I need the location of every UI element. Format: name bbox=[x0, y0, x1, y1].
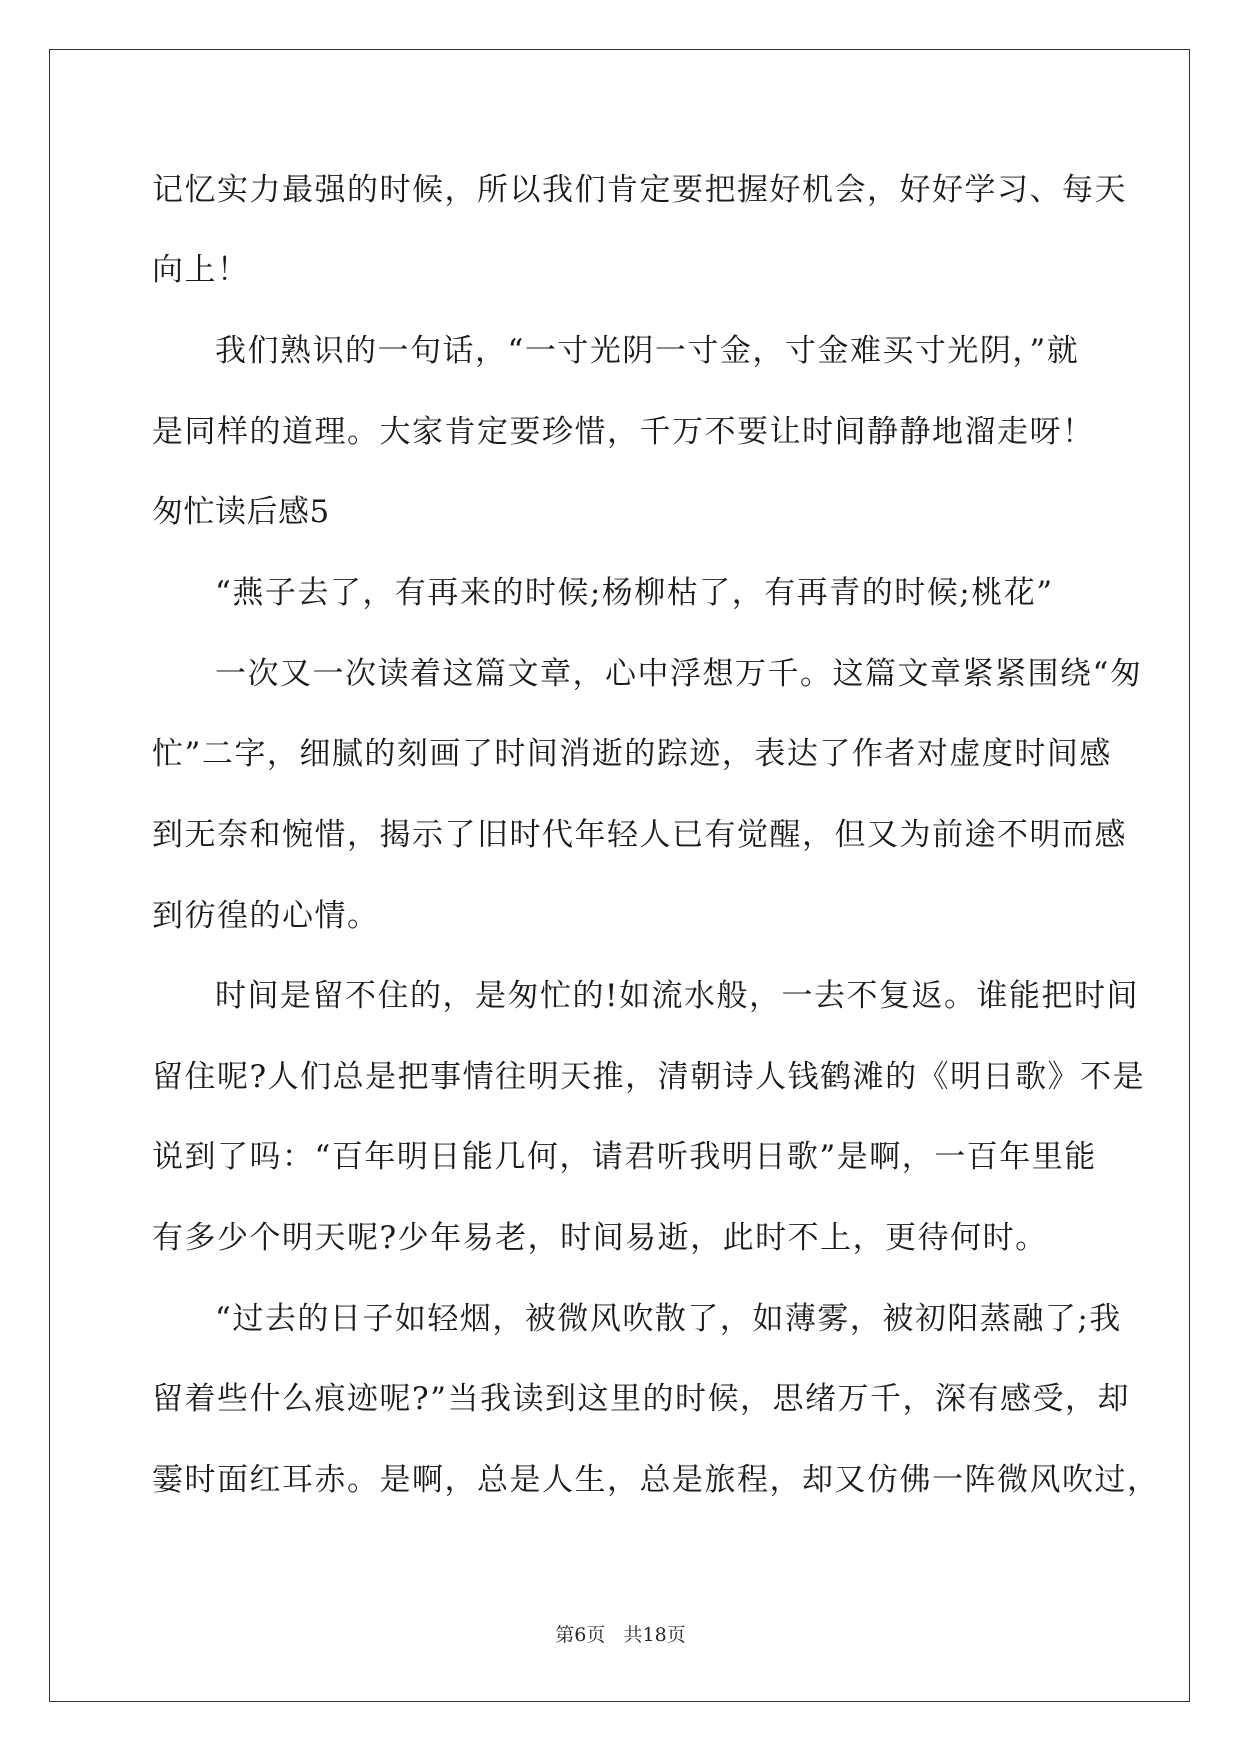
text-line-10: 到彷徨的心情。 bbox=[152, 898, 380, 934]
text-line-16: 留着些什么痕迹呢?”当我读到这里的时候，思绪万千，深有感受，却 bbox=[152, 1381, 1130, 1417]
text-line-12: 留住呢?人们总是把事情往明天推，清朝诗人钱鹤滩的《明日歌》不是 bbox=[152, 1059, 1146, 1095]
text-line-11: 时间是留不住的，是匆忙的!如流水般，一去不复返。谁能把时间 bbox=[215, 978, 1139, 1014]
text-line-13: 说到了吗：“百年明日能几何，请君听我明日歌”是啊，一百年里能 bbox=[152, 1139, 1097, 1175]
page-total: 共18页 bbox=[623, 1624, 686, 1646]
page-footer bbox=[0, 1623, 1241, 1647]
text-line-8: 忙”二字，细腻的刻画了时间消逝的踪迹，表达了作者对虚度时间感 bbox=[152, 736, 1112, 772]
text-line-15: “过去的日子如轻烟，被微风吹散了，如薄雾，被初阳蒸融了;我 bbox=[215, 1301, 1122, 1337]
text-line-7: 一次又一次读着这篇文章，心中浮想万千。这篇文章紧紧围绕“匆 bbox=[215, 656, 1143, 692]
page-border bbox=[49, 49, 1190, 1702]
text-line-14: 有多少个明天呢?少年易老，时间易逝，此时不上，更待何时。 bbox=[152, 1220, 1048, 1256]
section-heading: 匆忙读后感5 bbox=[152, 494, 330, 530]
text-line-4: 是同样的道理。大家肯定要珍惜，千万不要让时间静静地溜走呀！ bbox=[152, 414, 1095, 450]
text-line-6: “燕子去了，有再来的时候;杨柳枯了，有再青的时候;桃花” bbox=[215, 575, 1054, 611]
text-line-2: 向上！ bbox=[152, 252, 250, 288]
text-line-17: 霎时面红耳赤。是啊，总是人生，总是旅程，却又仿佛一阵微风吹过， bbox=[152, 1462, 1160, 1498]
text-line-9: 到无奈和惋惜，揭示了旧时代年轻人已有觉醒，但又为前途不明而感 bbox=[152, 817, 1127, 853]
page-number: 第6页 bbox=[555, 1624, 606, 1646]
text-line-1: 记忆实力最强的时候，所以我们肯定要把握好机会，好好学习、每天 bbox=[152, 172, 1127, 208]
text-line-3: 我们熟识的一句话，“一寸光阴一寸金，寸金难买寸光阴，”就 bbox=[215, 333, 1080, 369]
